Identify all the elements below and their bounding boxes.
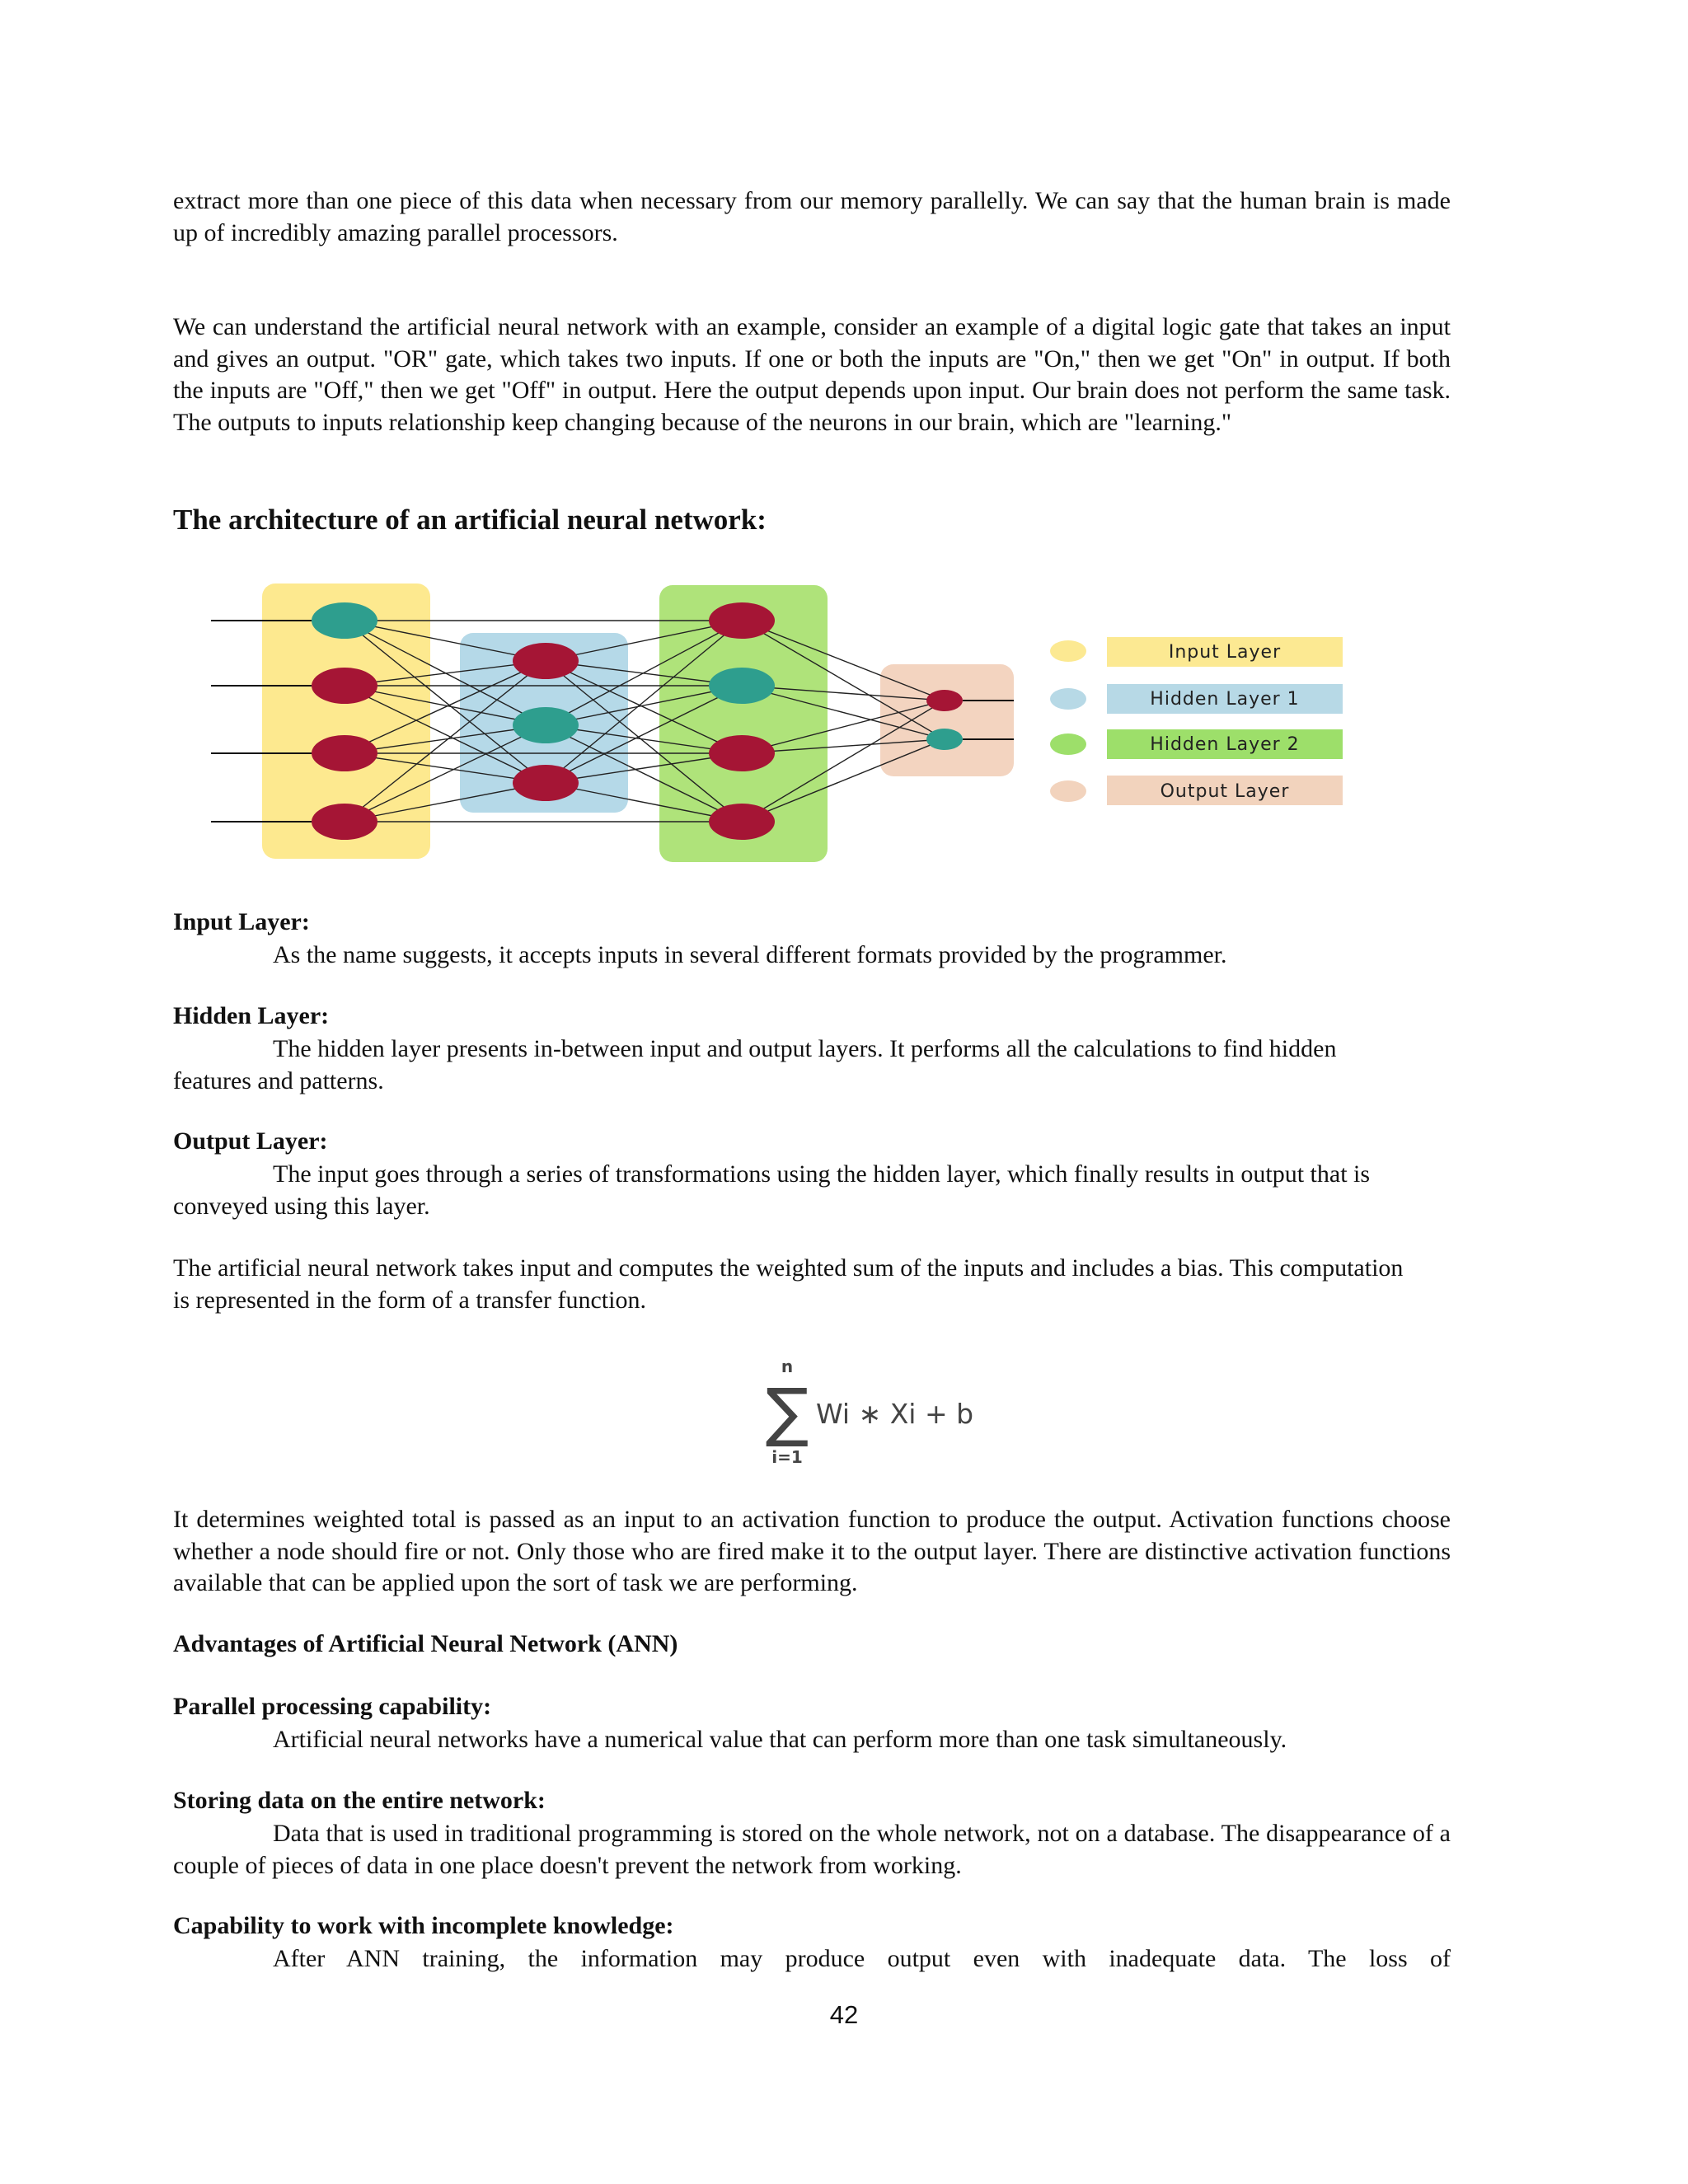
formula-upper-limit: n [781, 1357, 794, 1376]
hidden2-node-1 [709, 602, 775, 639]
hidden2-node-2 [709, 668, 775, 704]
legend [1050, 637, 1343, 805]
output-layer-panel [880, 664, 1014, 776]
advantages-heading: Advantages of Artificial Neural Network (ANN) [173, 1630, 678, 1657]
paragraph-transfer-function: The artificial neural network takes input and computes the weighted sum of the inputs and includes a bias. This computation is represented in the form of a transfer function. [173, 1254, 1404, 1314]
hidden-layer-text: The hidden layer presents in-between input and output layers. It performs all the calculations to find hidden features and patterns. [173, 1035, 1337, 1094]
legend-label-hidden-1: Hidden Layer 1 [1150, 689, 1300, 710]
output-node-1 [926, 690, 963, 711]
legend-dot-hidden-2 [1050, 733, 1086, 755]
output-layer-text: The input goes through a series of transformations using the hidden layer, which finally results in output that is conveyed using this layer. [173, 1160, 1371, 1220]
connections [345, 621, 945, 822]
input-node-3 [312, 735, 377, 771]
paragraph-parallel-processors: extract more than one piece of this data when necessary from our memory parallelly. We can say that the human brain is made up of incredibly amazing parallel processors. [173, 187, 1451, 246]
input-node-2 [312, 668, 377, 704]
input-node-4 [312, 804, 377, 840]
formula-lower-limit: i=1 [771, 1447, 803, 1467]
input-layer-title: Input Layer: [173, 908, 310, 935]
weighted-sum-formula [742, 1356, 989, 1479]
formula-body: Wi ∗ Xi + b [816, 1398, 974, 1430]
input-layer-text: As the name suggests, it accepts inputs in several different formats provided by the programmer. [273, 941, 1227, 968]
formula-sigma: ∑ [765, 1376, 809, 1450]
architecture-heading: The architecture of an artificial neural network: [173, 504, 767, 536]
page-number: 42 [829, 2000, 859, 2029]
parallel-processing-text: Artificial neural networks have a numerical value that can perform more than one task simultaneously. [273, 1726, 1287, 1753]
paragraph-activation: It determines weighted total is passed as an input to an activation function to produce the output. Activation functions choose whether a node should fire or not. Only those who are fired make it to the output layer. There are distinctive activation functions available that can be applied upon the sort of task we are performing. [173, 1506, 1451, 1596]
hidden1-node-1 [513, 643, 579, 679]
paragraph-logic-gate-example: We can understand the artificial neural network with an example, consider an example of a digital logic gate that takes an input and gives an output. "OR" gate, which takes two inputs. If one or both the inputs are "On," then we get "On" in output. If both the inputs are "Off," then we get "Off" in output. Here the output depends upon input. Our brain does not perform the same task. The outputs to inputs relationship keep changing because of the neurons in our brain, which are "learning." [173, 313, 1451, 436]
legend-label-output: Output Layer [1160, 781, 1290, 802]
legend-label-hidden-2: Hidden Layer 2 [1150, 734, 1300, 755]
legend-dot-input [1050, 640, 1086, 662]
incomplete-knowledge-title: Capability to work with incomplete knowledge: [173, 1912, 674, 1939]
storing-data-title: Storing data on the entire network: [173, 1787, 546, 1814]
hidden2-node-4 [709, 804, 775, 840]
hidden-layer-title: Hidden Layer: [173, 1002, 330, 1029]
neural-network-diagram [198, 577, 1385, 882]
hidden1-node-3 [513, 765, 579, 801]
output-node-2 [926, 729, 963, 750]
parallel-processing-title: Parallel processing capability: [173, 1693, 492, 1720]
hidden2-node-3 [709, 735, 775, 771]
hidden1-node-2 [513, 707, 579, 743]
output-layer-title: Output Layer: [173, 1127, 328, 1155]
incomplete-knowledge-text: After ANN training, the information may produce output even with inadequate data. The loss of [273, 1945, 1451, 1972]
legend-label-input: Input Layer [1168, 642, 1282, 663]
input-node-1 [312, 602, 377, 639]
legend-dot-hidden-1 [1050, 688, 1086, 710]
legend-dot-output [1050, 780, 1086, 802]
storing-data-text: Data that is used in traditional programming is stored on the whole network, not on a database. The disappearance of a couple of pieces of data in one place doesn't prevent the network from working. [173, 1820, 1451, 1879]
